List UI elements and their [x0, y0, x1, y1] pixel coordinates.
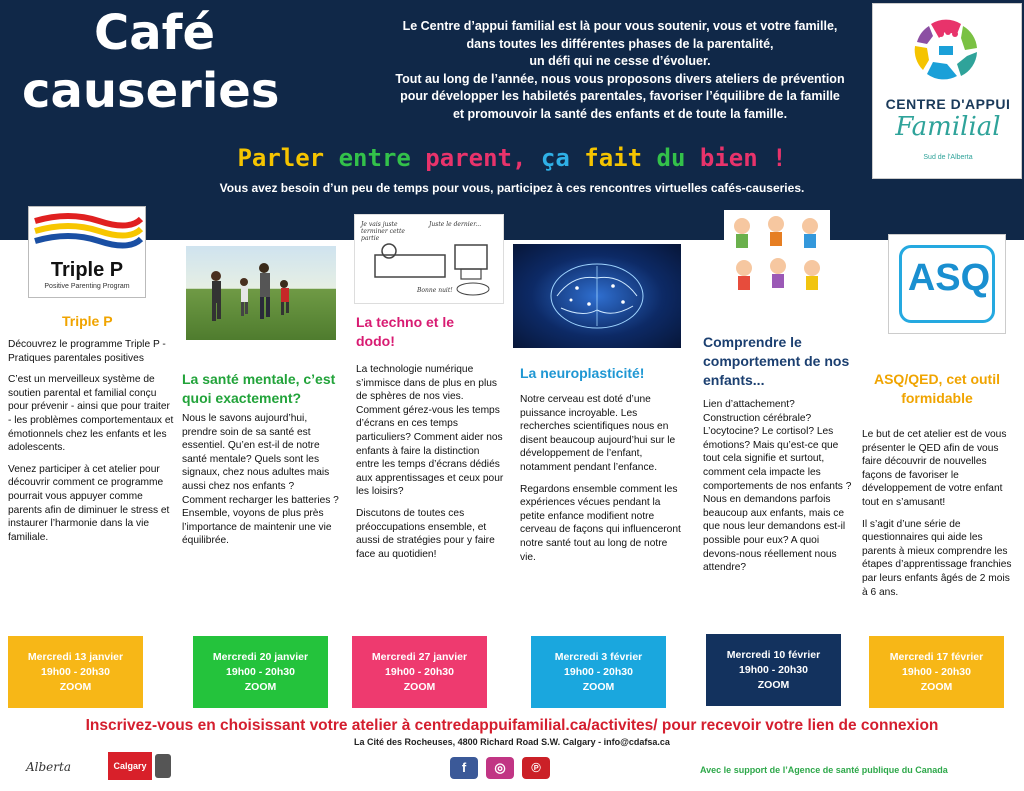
calgary-crest-icon [155, 754, 171, 778]
description-paragraph: Notre cerveau est doté d’une puissance incroyable. Les recherches scientifiques nous en disent beaucoup aujourd’hui sur le développement de l’enfant, notamment pendant l’enfance. [520, 394, 676, 473]
puzzle-family-icon [901, 16, 991, 82]
slogan-word: bien ! [699, 144, 787, 172]
brain-network-image [513, 244, 681, 348]
workshop-time: 19h00 - 20h30 [226, 666, 295, 678]
asq-logo [888, 234, 1006, 334]
instagram-icon[interactable]: ◎ [486, 757, 514, 779]
workshop-time: 19h00 - 20h30 [902, 666, 971, 678]
description-paragraph: Venez participer à cet atelier pour découvrir comment ce programme pourrait vous appuyer comme parents afin de diminuer le stress et instaurer l’harmonie dans la vie familiale. [8, 463, 170, 543]
techno-sleep-sketch [354, 214, 504, 304]
pinterest-icon[interactable]: ℗ [522, 757, 550, 779]
description-paragraph: Le but de cet atelier est de vous présenter le QED afin de vous faire découvrir de nouvelles façons de favoriser le développement de votre enfant tout en s’amusant! [862, 429, 1007, 508]
header-banner [0, 0, 1024, 240]
calgary-logo: Calgary [108, 752, 152, 780]
workshop-title-neuroplasticite: La neuroplasticité! [520, 365, 645, 381]
triple-p-logo-text: Triple P [50, 259, 124, 281]
children-emotions-illustration [724, 210, 830, 304]
sketch-caption: Juste le dernier... [429, 221, 482, 228]
workshop-mode: ZOOM [920, 681, 953, 693]
workshop-time: 19h00 - 20h30 [739, 664, 808, 676]
logo-name: CENTRE D'APPUI [885, 96, 1011, 112]
title-line-2: causeries [22, 63, 280, 119]
running-family-icon [186, 246, 336, 340]
slogan [0, 144, 1024, 172]
slogan-word: fait [584, 144, 657, 172]
logo-subtitle: Sud de l'Alberta [923, 154, 973, 161]
children-cartoon-icon [724, 210, 830, 304]
workshop-mode: ZOOM [757, 679, 790, 691]
description-paragraph: Il s’agit d’une série de questionnaires qui aide les parents à mieux comprendre les étapes d’apprentissage franchies par leurs enfants âgés de 2 mois à 6 ans. [862, 518, 1012, 598]
intro-text [370, 18, 870, 123]
workshop-date: Mercredi 13 janvier [27, 651, 124, 663]
intro-line: Le Centre d’appui familial est là pour vous soutenir, vous et votre famille, [402, 19, 838, 33]
logo-script: Familial [895, 112, 1001, 142]
support-credit: Avec le support de l’Agence de santé publique du Canada [700, 765, 948, 775]
slogan-word: entre [338, 144, 426, 172]
workshop-date: Mercredi 3 février [554, 651, 643, 663]
facebook-icon[interactable]: f [450, 757, 478, 779]
asq-logo-text: ASQ [907, 257, 991, 299]
brain-icon [513, 244, 681, 348]
description-paragraph: Discutons de toutes ces préoccupations ensemble, et aussi de stratégies pour y faire face au quotidien! [356, 507, 495, 560]
intro-line: et promouvoir la santé des enfants et de toute la famille. [452, 106, 788, 121]
workshop-title-comportement: Comprendre le comportement de nos enfants... [703, 334, 850, 388]
intro-line: dans toutes les différentes phases de la parentalité, [466, 36, 774, 51]
workshop-title-triple-p: Triple P [62, 313, 113, 329]
title-line-1: Café [94, 5, 216, 61]
description-paragraph: La technologie numérique s’immisce dans de plus en plus de sphères de nos vies. Comment gérez-vous les temps d’écrans en ces temps particuliers? Comment aider nos enfants à faire la distinction entre les temps d’écrans dédiés aux apprentissages et ceux pour les loisirs? [356, 364, 504, 498]
workshop-mode: ZOOM [582, 681, 615, 693]
workshop-date: Mercredi 17 février [889, 651, 984, 663]
triple-p-logo [28, 206, 146, 298]
date-box-asq [869, 636, 1004, 708]
workshop-mode: ZOOM [244, 681, 277, 693]
workshop-time: 19h00 - 20h30 [564, 666, 633, 678]
workshop-mode: ZOOM [403, 681, 436, 693]
workshop-description [356, 363, 504, 569]
description-paragraph: Nous le savons aujourd’hui, prendre soin de sa santé est essentiel. Qu’en est-il de notre santé mentale? Quels sont les signaux, chez nous adultes mais aussi chez nos enfants ? Comment recharger les batteries ? Ensemble, voyons de plus près l’importance de maintenir une vie équilibrée. [182, 413, 339, 547]
description-paragraph: C’est un merveilleux système de soutien parental et familial conçu pour prévenir - ainsi que pour traiter - les problèmes comportementaux et émotionnels chez les enfants et les adolescents. [8, 374, 174, 454]
workshop-title-sante-mentale: La santé mentale, c’est quoi exactement? [182, 371, 336, 406]
intro-line: Tout au long de l’année, nous vous proposons divers ateliers de prévention [395, 71, 845, 86]
workshop-description [8, 338, 174, 552]
slogan-word: parent, [425, 144, 541, 172]
signup-link-text[interactable]: Inscrivez-vous en choisissant votre atelier à centredappuifamilial.ca/activites/ pour recevoir votre lien de connexion [85, 717, 939, 734]
workshop-title-asq: ASQ/QED, cet outil formidable [873, 371, 1000, 406]
subslogan: Vous avez besoin d’un peu de temps pour vous, participez à ces rencontres virtuelles cafés-causeries. [219, 181, 805, 195]
workshop-description [182, 412, 340, 556]
family-running-photo [186, 246, 336, 340]
date-box-sante-mentale [193, 636, 328, 708]
intro-line: pour développer les habiletés parentales, favoriser l’équilibre de la famille [400, 89, 840, 103]
workshop-date: Mercredi 10 février [726, 649, 821, 661]
wave-stripes-icon [29, 211, 145, 255]
triple-p-logo-subtitle: Positive Parenting Program [44, 283, 130, 290]
workshop-time: 19h00 - 20h30 [41, 666, 110, 678]
workshop-date: Mercredi 20 janvier [212, 651, 309, 663]
address: La Cité des Rocheuses, 4800 Richard Road S.W. Calgary - info@cdafsa.ca [354, 737, 670, 747]
date-box-neuroplasticite [531, 636, 666, 708]
date-box-comportement [706, 634, 841, 706]
page-title [22, 4, 279, 120]
workshop-description [520, 393, 682, 572]
slogan-word: ça [540, 144, 585, 172]
intro-line: un défi qui ne cesse d’évoluer. [529, 54, 711, 68]
workshop-mode: ZOOM [59, 681, 92, 693]
sketch-caption: Je vais juste terminer cette partie [361, 221, 405, 242]
date-box-triple-p [8, 636, 143, 708]
workshop-time: 19h00 - 20h30 [385, 666, 454, 678]
workshop-date: Mercredi 27 janvier [371, 651, 468, 663]
date-box-techno-dodo [352, 636, 487, 708]
slogan-word: Parler [237, 144, 339, 172]
workshop-description [703, 398, 853, 583]
workshop-title-techno-dodo: La techno et le dodo! [356, 314, 455, 349]
description-paragraph: Lien d’attachement? Construction cérébrale? L’ocytocine? Le cortisol? Les émotions? Mais qu’est-ce que tout cela signifie et surtout, comment cela impacte les comportements de nos enfants ? Nous en demandons parfois beaucoup aux enfants, mais ce que nous leur demandons est-il possible pour eux? A quoi devons-nous réellement nous attendre? [703, 399, 852, 574]
slogan-word: du [656, 144, 700, 172]
workshop-description [862, 428, 1014, 607]
description-paragraph: Regardons ensemble comment les expériences vécues pendant la petite enfance modifient notre cerveau de façons qui influenceront notre santé tout au long de notre vie. [520, 483, 681, 563]
alberta-logo: Alberta [26, 760, 71, 774]
description-paragraph: Découvrez le programme Triple P - Pratiques parentales positives [8, 339, 166, 364]
sketch-caption: Bonne nuit! [417, 287, 453, 294]
